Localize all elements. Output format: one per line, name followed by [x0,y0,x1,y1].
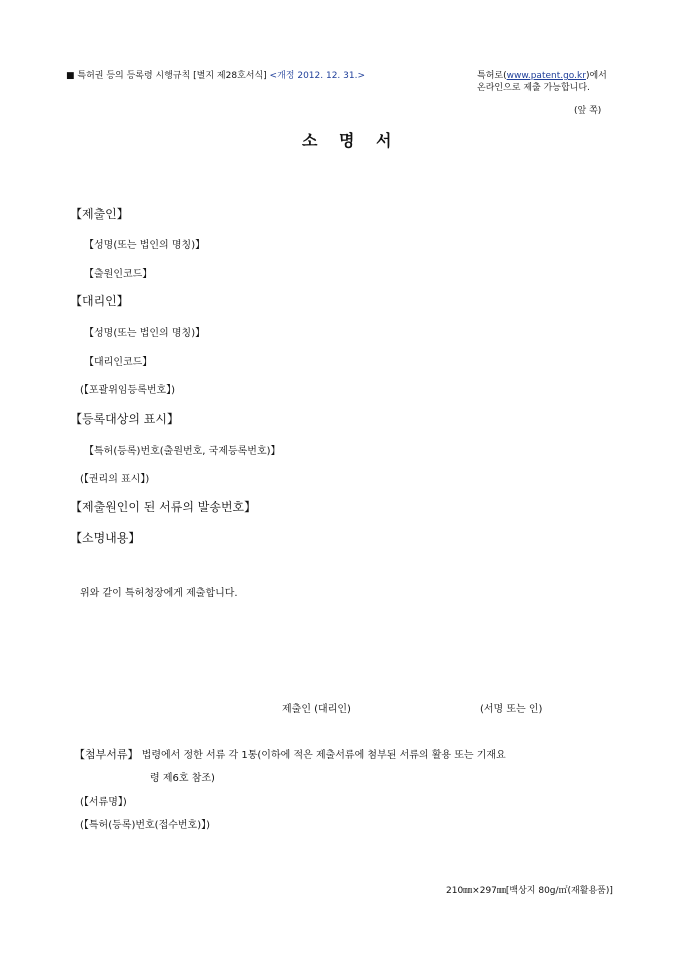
dispatch-number-heading: 【제출원인이 된 서류의 발송번호】 [70,500,257,514]
online-suffix: )에서 [585,71,607,81]
attachment-doc-name-field: (【서류명】) [80,797,127,808]
page-side-label: (앞 쪽) [574,106,602,116]
registration-target-heading: 【등록대상의 표시】 [70,412,179,426]
submission-statement: 위와 같이 특허청장에게 제출합니다. [80,588,238,599]
signature-label: 제출인 (대리인) [282,704,351,715]
online-submission-line2: 온라인으로 제출 가능합니다. [477,83,590,93]
submitter-heading: 【제출인】 [70,207,129,221]
signature-or-seal: (서명 또는 인) [480,704,543,715]
agent-name-field: 【성명(또는 법인의 명칭)】 [84,328,206,339]
agent-heading: 【대리인】 [70,294,129,308]
attachment-doc-number-field: (【특허(등록)번호(접수번호)】) [80,820,211,831]
submitter-code-field: 【출원인코드】 [84,269,153,280]
online-prefix: 특허로( [477,71,507,81]
document-title: 소 명 서 [302,131,400,150]
attachments-label: 【첨부서류】 [74,748,139,761]
attachments-block [74,746,506,762]
general-power-number-field: (【포괄위임등록번호】) [80,385,176,396]
regulation-header [66,68,365,81]
revision-note: <개정 2012. 12. 31.> [269,71,365,81]
explanation-content-heading: 【소명내용】 [70,531,141,545]
registration-number-field: 【특허(등록)번호(출원번호, 국제등록번호)】 [84,446,281,457]
regulation-title: 특허권 등의 등록령 시행규칙 [별지 제28호서식] [77,71,267,81]
attachments-text-line2: 령 제6호 참조) [150,773,215,784]
bullet-square-icon: ■ [66,71,75,81]
paper-size-footer: 210㎜×297㎜[백상지 80g/㎡(재활용품)] [446,886,613,896]
agent-code-field: 【대리인코드】 [84,357,153,368]
submitter-name-field: 【성명(또는 법인의 명칭)】 [84,240,206,251]
patent-website-link[interactable]: www.patent.go.kr [506,71,586,81]
attachments-text-line1: 법령에서 정한 서류 각 1통(이하에 적은 제출서류에 첨부된 서류의 활용 또는 기재요 [141,750,506,761]
rights-field: (【권리의 표시】) [80,474,150,485]
